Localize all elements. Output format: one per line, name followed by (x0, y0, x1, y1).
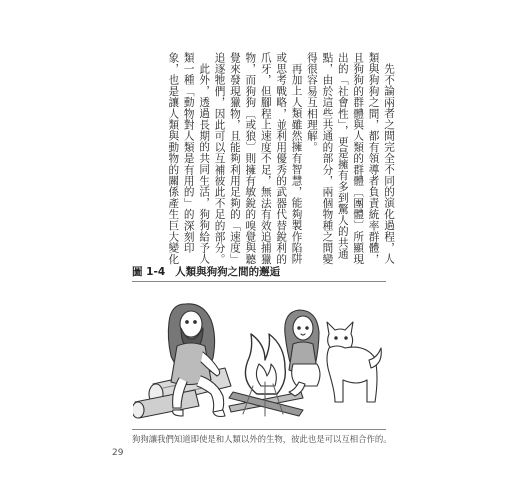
figure-label: 圖 1-4 (132, 266, 166, 278)
dog-figure (327, 322, 381, 402)
girl-figure (285, 310, 320, 396)
campfire-illustration (133, 282, 387, 428)
body-text (106, 52, 396, 274)
figure-title-row (132, 264, 280, 279)
paragraph-1: 先不論兩者之間完全不同的演化過程，人類與狗狗之間，都有領導者負責統率群體，且狗狗的群體與人類的群體〔團體〕所顯現出的「社會性」，更是擁有多到驚人的共通點，由於這些共通的部分，兩個物種之間變得很容易互相理解。 (305, 52, 395, 265)
paragraph-2: 再加上人類雖然擁有智慧，能夠製作陷阱或思考戰略，並利用優秀的武器代替銳利的爪牙，但腳程上速度不足，無法有效追捕獵物，而狗狗〔或狼〕則擁有敏銳的嗅覺與聽覺來發現獵物，且能夠利用足夠的「速度」追逐牠們，因此可以互補彼此不足的部分。 (213, 52, 303, 265)
figure-bottom-rule (132, 429, 386, 430)
page-number: 29 (112, 448, 124, 458)
figure-caption: 狗狗讓我們知道即使是和人類以外的生物，彼此也是可以互相合作的。 (132, 434, 392, 444)
figure-title: 人類與狗狗之間的邂逅 (175, 266, 281, 278)
paragraph-3: 此外，透過長期的共同生活，狗狗給予人類一種「動物對人類是有用的」的深刻印象，也是讓人類與動物的關係產生巨大變化 (167, 52, 211, 265)
